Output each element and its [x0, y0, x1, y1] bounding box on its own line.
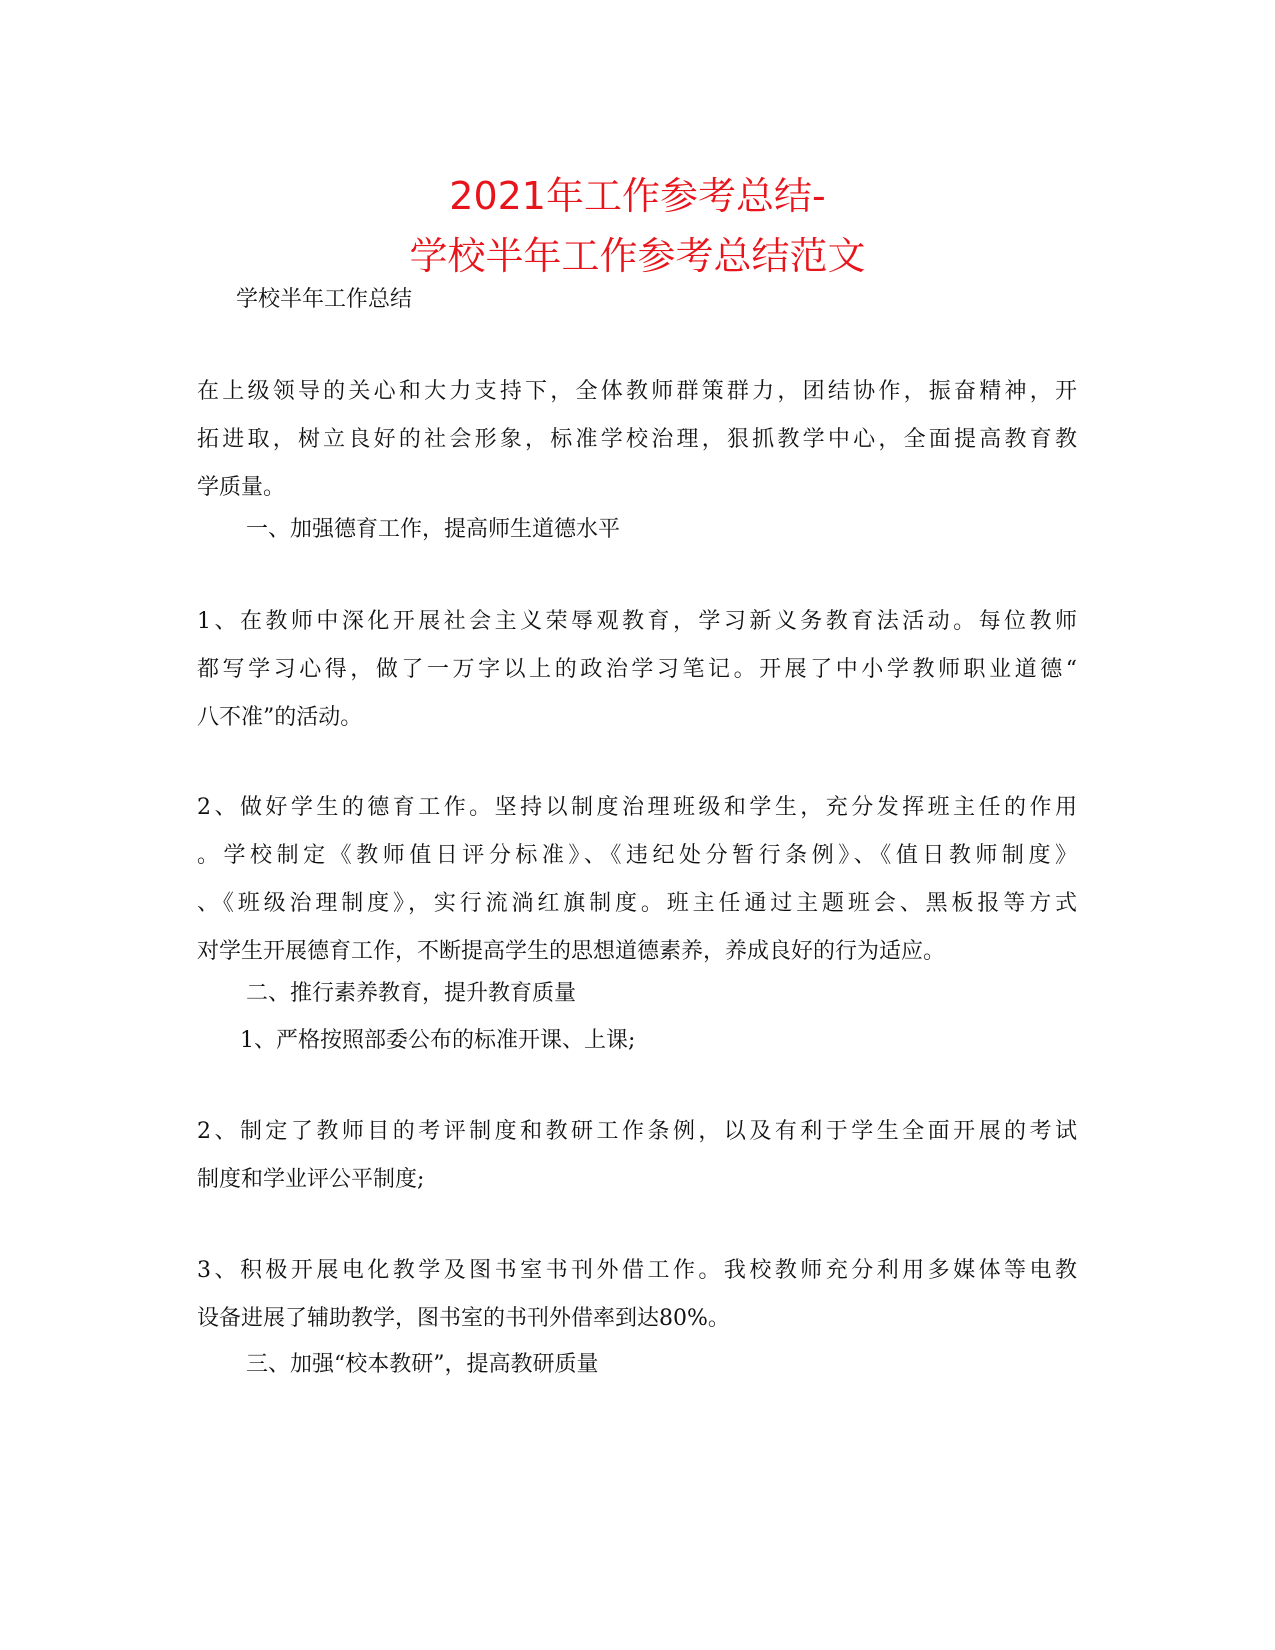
section-3-heading: 三、加强“校本教研”，提高教研质量: [246, 1352, 599, 1377]
section-2-item-1: 1、严格按照部委公布的标准开课、上课;: [240, 1028, 636, 1053]
paragraph-line: 都写学习心得，做了一万字以上的政治学习笔记。开展了中小学教师职业道德“: [197, 657, 1077, 682]
section-2-item-2: [197, 1108, 1077, 1204]
paragraph-line: 拓进取，树立良好的社会形象，标准学校治理，狠抓教学中心，全面提高教育教: [197, 427, 1077, 452]
paragraph-line: 八不准”的活动。: [197, 705, 363, 730]
paragraph-line: 学质量。: [197, 475, 286, 500]
paragraph-line: 2、制定了教师目的考评制度和教研工作条例，以及有利于学生全面开展的考试: [197, 1119, 1077, 1144]
paragraph-line: 1、在教师中深化开展社会主义荣辱观教育，学习新义务教育法活动。每位教师: [197, 609, 1077, 634]
section-2-heading: 二、推行素养教育，提升教育质量: [246, 981, 577, 1006]
document-title-line-2: 学校半年工作参考总结范文: [409, 234, 866, 278]
subtitle: 学校半年工作总结: [236, 287, 413, 312]
paragraph-line: 。学校制定《教师值日评分标准》、《违纪处分暂行条例》、《值日教师制度》: [197, 843, 1077, 868]
intro-paragraph: [197, 368, 1077, 512]
paragraph-line: 、《班级治理制度》，实行流淌红旗制度。班主任通过主题班会、黑板报等方式: [197, 891, 1077, 916]
paragraph-line: 3、积极开展电化教学及图书室书刊外借工作。我校教师充分利用多媒体等电教: [197, 1258, 1077, 1283]
section-2-item-3: [197, 1247, 1077, 1343]
paragraph-line: 对学生开展德育工作，不断提高学生的思想道德素养，养成良好的行为适应。: [197, 939, 946, 964]
paragraph-line: 在上级领导的关心和大力支持下，全体教师群策群力，团结协作，振奋精神，开: [197, 379, 1077, 404]
section-1-heading: 一、加强德育工作，提高师生道德水平: [246, 517, 621, 542]
paragraph-line: 2、做好学生的德育工作。坚持以制度治理班级和学生，充分发挥班主任的作用: [197, 795, 1077, 820]
section-1-item-2: [197, 784, 1077, 976]
document-title-line-1: 2021年工作参考总结-: [449, 174, 826, 218]
paragraph-line: 制度和学业评公平制度;: [197, 1167, 425, 1192]
paragraph-line: 设备进展了辅助教学，图书室的书刊外借率到达80%。: [197, 1306, 730, 1331]
section-1-item-1: [197, 598, 1077, 742]
